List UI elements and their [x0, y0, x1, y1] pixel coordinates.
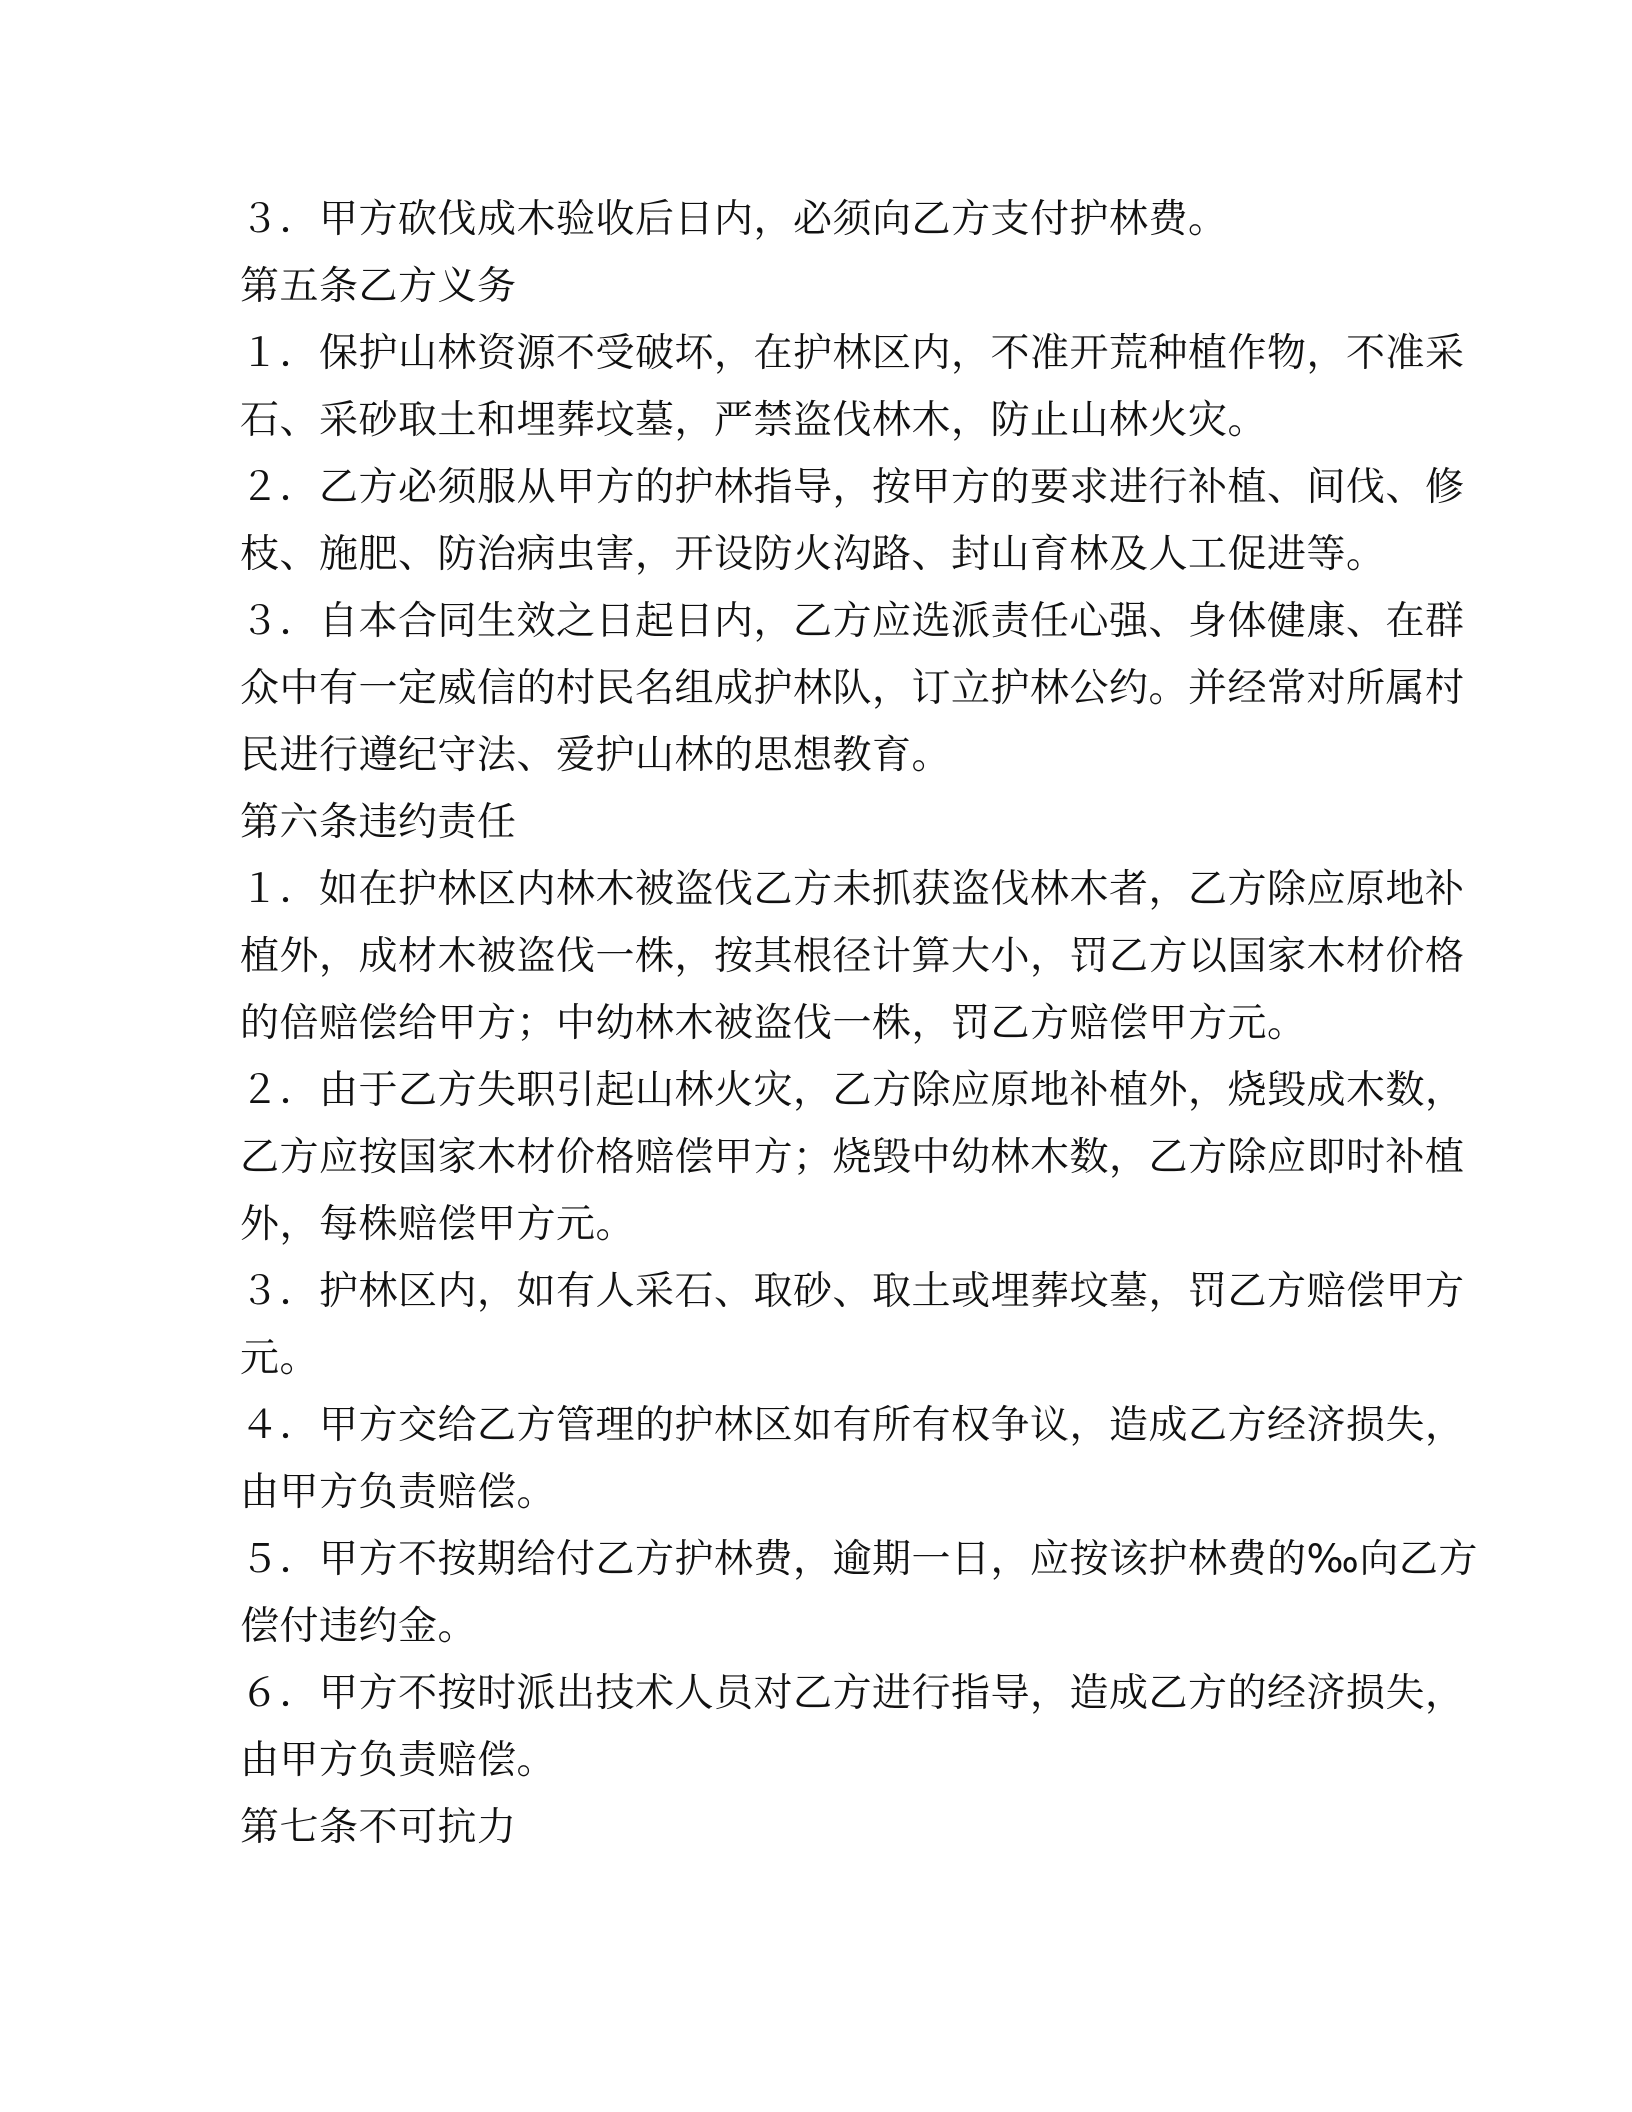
clause-line: 众中有一定威信的村民名组成护林队，订立护林公约。并经常对所属村: [240, 666, 1465, 711]
clause-line: ２．由于乙方失职引起山林火灾，乙方除应原地补植外，烧毁成木数，: [240, 1068, 1465, 1113]
clause-line: 由甲方负责赔偿。: [240, 1470, 557, 1515]
section-heading-liability: 第六条违约责任: [240, 800, 517, 845]
clause-line: ３．甲方砍伐成木验收后日内，必须向乙方支付护林费。: [240, 197, 1228, 242]
clause-line: 乙方应按国家木材价格赔偿甲方；烧毁中幼林木数，乙方除应即时补植: [240, 1135, 1465, 1180]
clause-line: 由甲方负责赔偿。: [240, 1738, 557, 1783]
clause-line: 偿付违约金。: [240, 1604, 478, 1649]
clause-line: １．保护山林资源不受破坏，在护林区内，不准开荒种植作物，不准采: [240, 331, 1465, 376]
contract-text-body: [240, 186, 1478, 1861]
clause-line: ３．护林区内，如有人采石、取砂、取土或埋葬坟墓，罚乙方赔偿甲方: [240, 1269, 1465, 1314]
section-heading-force-majeure: 第七条不可抗力: [240, 1805, 517, 1850]
clause-line: ３．自本合同生效之日起日内，乙方应选派责任心强、身体健康、在群: [240, 599, 1465, 644]
clause-line: 外，每株赔偿甲方元。: [240, 1202, 636, 1247]
clause-line: 枝、施肥、防治病虫害，开设防火沟路、封山育林及人工促进等。: [240, 532, 1386, 577]
clause-line: １．如在护林区内林木被盗伐乙方未抓获盗伐林木者，乙方除应原地补: [240, 867, 1465, 912]
clause-line: ５．甲方不按期给付乙方护林费，逾期一日，应按该护林费的‰向乙方: [240, 1537, 1478, 1582]
clause-line: ６．甲方不按时派出技术人员对乙方进行指导，造成乙方的经济损失，: [240, 1671, 1465, 1716]
clause-line: 的倍赔偿给甲方；中幼林木被盗伐一株，罚乙方赔偿甲方元。: [240, 1001, 1307, 1046]
section-heading-obligations: 第五条乙方义务: [240, 264, 517, 309]
clause-line: 石、采砂取土和埋葬坟墓，严禁盗伐林木，防止山林火灾。: [240, 398, 1268, 443]
clause-line: 元。: [240, 1336, 320, 1381]
clause-line: 植外，成材木被盗伐一株，按其根径计算大小，罚乙方以国家木材价格: [240, 934, 1465, 979]
clause-line: ２．乙方必须服从甲方的护林指导，按甲方的要求进行补植、间伐、修: [240, 465, 1465, 510]
clause-line: ４．甲方交给乙方管理的护林区如有所有权争议，造成乙方经济损失，: [240, 1403, 1465, 1448]
clause-line: 民进行遵纪守法、爱护山林的思想教育。: [240, 733, 952, 778]
